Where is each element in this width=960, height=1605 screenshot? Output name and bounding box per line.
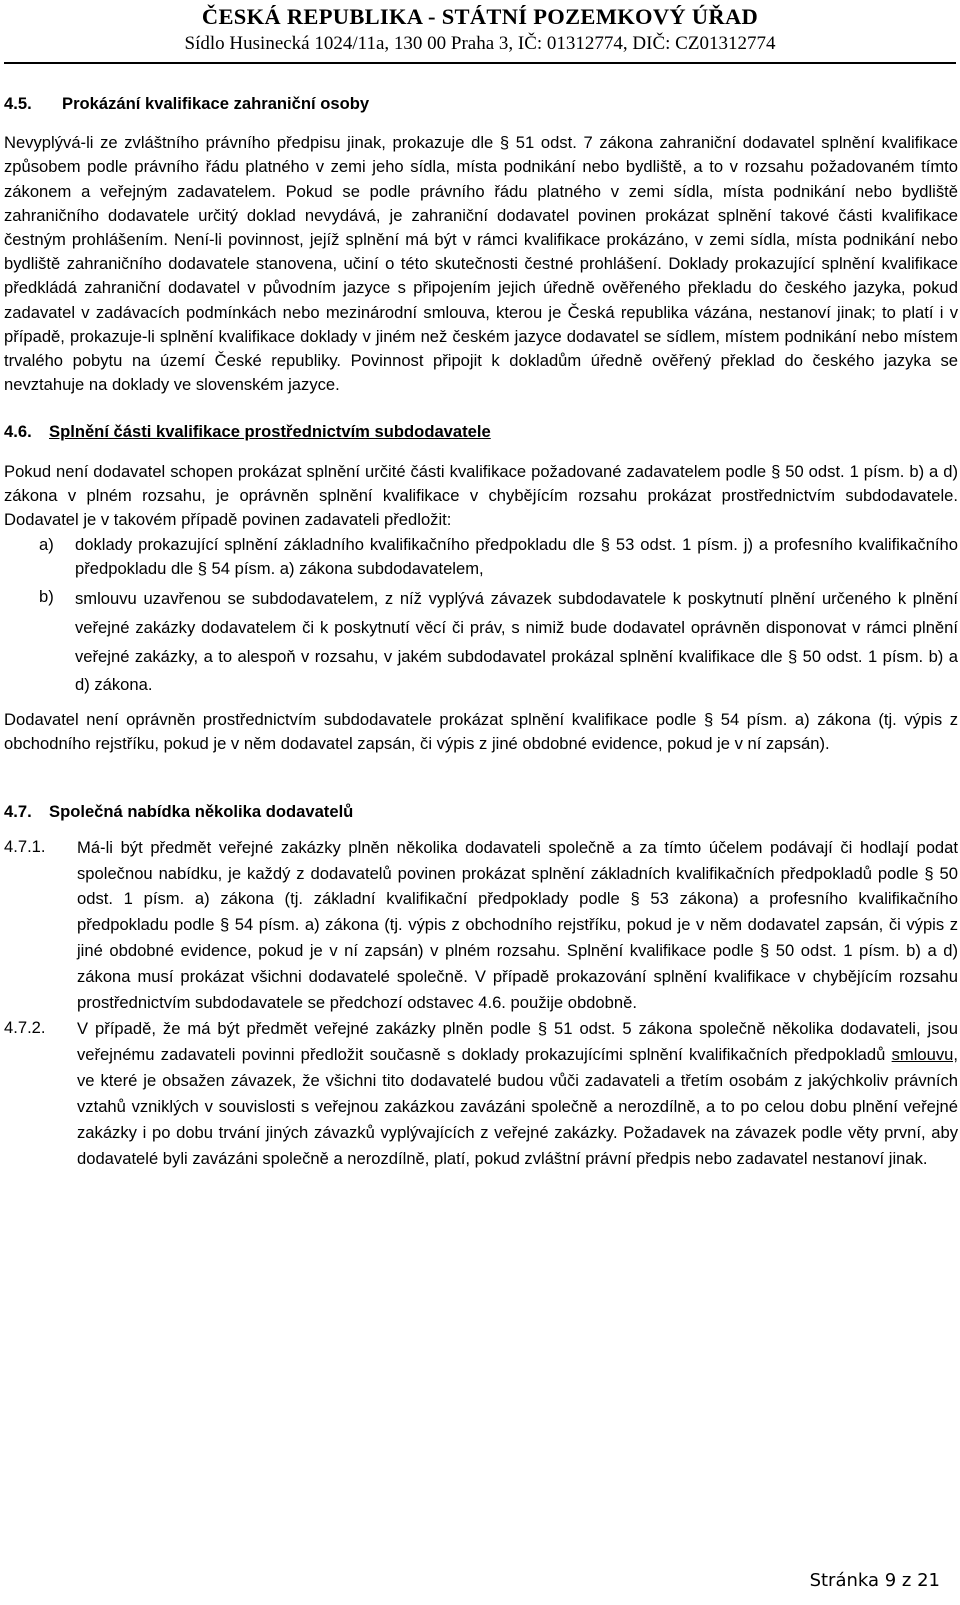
list-item-text: smlouvu uzavřenou se subdodavatelem, z níž vyplývá závazek subdodavatele k poskytnutí plnění určeného k plnění veřejné zakázky dodavatelem či k poskytnutí věcí či práv, s nimiž bude dodavatel oprávněn disponovat v rámci plnění veřejné zakázky, a to alespoň v rozsahu, v jakém subdodavatel prokázal splnění kvalifikace dle § 50 odst. 1 písm. b) a d) zákona.	[75, 589, 958, 695]
list-item-label: b)	[39, 587, 54, 607]
document-body	[4, 92, 958, 1171]
section-title: Splnění části kvalifikace prostřednictvím subdodavatele	[49, 422, 491, 442]
section-number: 4.5.	[4, 94, 32, 113]
section-title: Prokázání kvalifikace zahraniční osoby	[62, 94, 370, 113]
section-paragraph: Dodavatel není oprávněn prostřednictvím subdodavatele prokázat splnění kvalifikace podle § 54 písm. a) zákona (tj. výpis z obchodního rejstříku, pokud je v něm dodavatel zapsán, či výpis z jiné obdobné evidence, pokud je v ní zapsán).	[4, 710, 958, 754]
page-number: Stránka 9 z 21	[809, 1570, 940, 1591]
subsection-item	[4, 1016, 958, 1171]
header-divider	[4, 62, 956, 64]
text-run: V případě, že má být předmět veřejné zakázky plněn podle § 51 odst. 5 zákona společně několika dodavateli, jsou veřejnému zadavateli povinni předložit současně s doklady prokazujícími splnění kvalifikačních předpokladů	[77, 1019, 958, 1064]
subsection-text: Má-li být předmět veřejné zakázky plněn několika dodavateli společně a za tímto účelem podávají či hodlají podat společnou nabídku, je každý z dodavatelů povinen prokázat splnění základních kvalifikačních předpokladů podle § 50 odst. 1 písm. a) zákona (tj. základní kvalifikační předpoklady podle § 53 zákona) a profesního kvalifikačního předpokladu podle § 54 písm. a) zákona (tj. výpis z obchodního rejstříku, pokud je v něm dodavatel zapsán, či výpis z jiné obdobné evidence, pokud je v ní zapsán) v plném rozsahu. Splnění kvalifikace podle § 50 odst. 1 písm. b) a d) zákona musí prokázat všichni dodavatelé společně. V případě prokazování splnění kvalifikace v chybějícím rozsahu prostřednictvím subdodavatele se předchozí odstavec 4.6. použije obdobně.	[77, 837, 958, 1013]
list-item	[4, 585, 958, 700]
list-item	[4, 533, 958, 581]
section-4-5	[4, 92, 958, 397]
subsection-list	[4, 835, 958, 1172]
subsection-text	[77, 1016, 958, 1171]
section-4-7	[4, 800, 958, 1171]
section-heading	[4, 420, 958, 444]
section-heading	[4, 800, 958, 824]
section-title: Společná nabídka několika dodavatelů	[49, 802, 354, 822]
list-item-label: a)	[39, 535, 54, 555]
section-number: 4.7.	[4, 802, 32, 822]
section-heading	[4, 92, 958, 116]
header-title: ČESKÁ REPUBLIKA - STÁTNÍ POZEMKOVÝ ÚŘAD	[201, 4, 759, 29]
subsection-number: 4.7.1.	[4, 836, 46, 856]
contract-link-text: smlouvu,	[891, 1044, 958, 1064]
requirements-list	[4, 533, 958, 700]
section-paragraph: Nevyplývá-li ze zvláštního právního předpisu jinak, prokazuje dle § 51 odst. 7 zákona zahraniční dodavatel splnění kvalifikace způsobem podle právního řádu platného v zemi jeho sídla, místa podnikání nebo bydliště, a to v rozsahu požadovaném tímto zákonem a veřejným zadavatelem. Pokud se podle právního řádu platného v zemi sídla, místa podnikání nebo bydliště zahraničního dodavatele určitý doklad nevydává, je zahraniční dodavatel povinen prokázat splnění takové části kvalifikace čestným prohlášením. Není-li povinnost, jejíž splnění má být v rámci kvalifikace prokázáno, v zemi sídla, místa podnikání nebo bydliště zahraničního dodavatele stanovena, učiní o této skutečnosti čestné prohlášení. Doklady prokazující splnění kvalifikace předkládá zahraniční dodavatel v původním jazyce s připojením jejich úředně ověřeného překladu do českého jazyka, pokud zadavatel v zadávacích podmínkách nebo mezinárodní smlouva, kterou je Česká republika vázána, nestanoví jinak; to platí i v případě, prokazuje-li splnění kvalifikace doklady v jiném než českém jazyce dodavatel se sídlem, místem podnikání nebo místem trvalého pobytu na území České republiky. Povinnost připojit k dokladům úředně ověřený překlad do českého jazyka se nevztahuje na doklady ve slovenském jazyce.	[4, 133, 958, 395]
list-item-text: doklady prokazující splnění základního kvalifikačního předpokladu dle § 53 odst. 1 písm. j) a profesního kvalifikačního předpokladu dle § 54 písm. a) zákona subdodavatelem,	[75, 535, 958, 579]
section-paragraph: Pokud není dodavatel schopen prokázat splnění určité části kvalifikace požadované zadavatelem podle § 50 odst. 1 písm. b) a d) zákona v plném rozsahu, je oprávněn splnění kvalifikace v chybějícím rozsahu prokázat prostřednictvím subdodavatele. Dodavatel je v takovém případě povinen zadavateli předložit:	[4, 461, 958, 530]
subsection-item	[4, 835, 958, 1016]
text-run: ve které je obsažen závazek, že všichni tito dodavatelé budou vůči zadavateli a třetím osobám z jakýchkoliv právních vztahů vzniklých v souvislosti s veřejnou zakázkou zavázáni společně a nerozdílně, a to po celou dobu plnění veřejné zakázky i po dobu trvání jiných závazků vyplývajících z veřejné zakázky. Požadavek na závazek podle věty první, aby dodavatelé byli zavázáni společně a nerozdílně, platí, pokud zvláštní právní předpis nebo zadavatel nestanoví jinak.	[77, 1070, 958, 1168]
section-number: 4.6.	[4, 422, 32, 442]
section-4-6	[4, 420, 958, 756]
header-subtitle: Sídlo Husinecká 1024/11a, 130 00 Praha 3, IČ: 01312774, DIČ: CZ01312774	[184, 33, 776, 54]
subsection-number: 4.7.2.	[4, 1018, 46, 1038]
page-header	[0, 0, 960, 66]
